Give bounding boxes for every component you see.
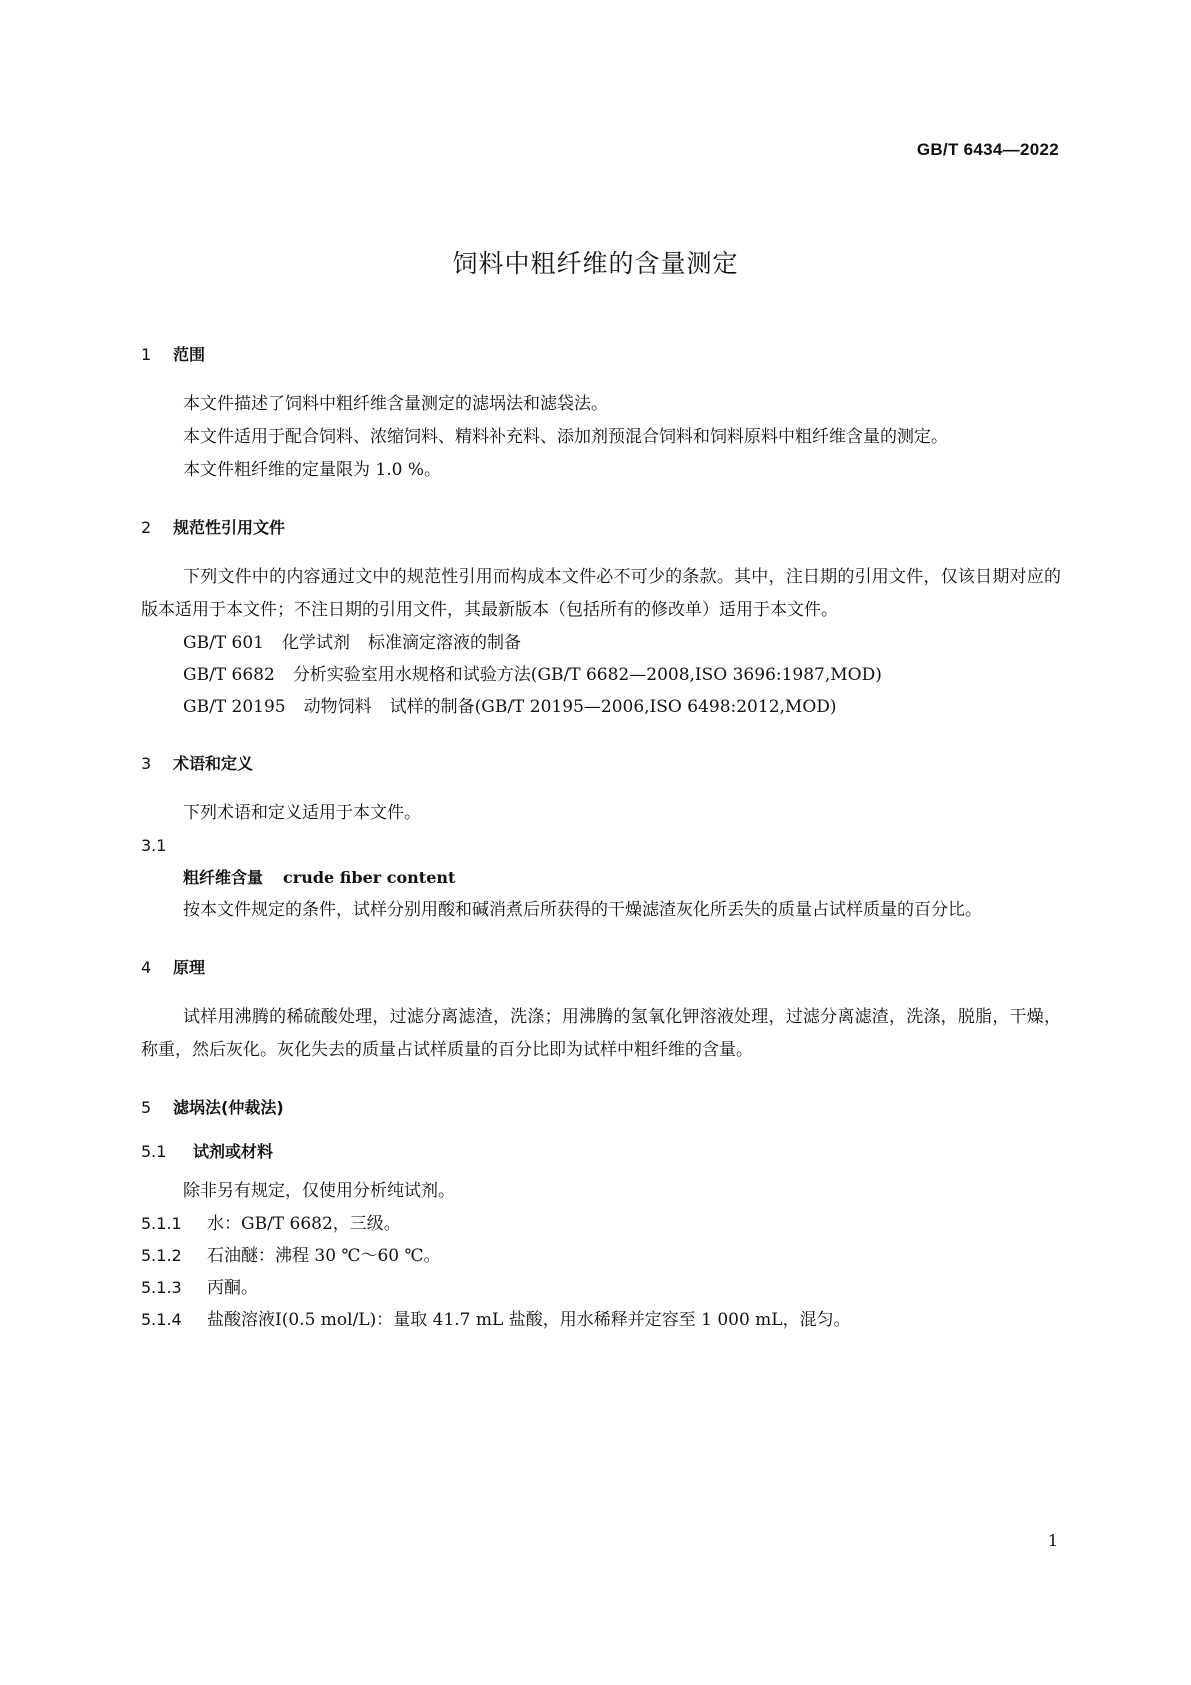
- item-number: 5.1.4: [141, 1310, 182, 1329]
- document-title: 饲料中粗纤维的含量测定: [452, 249, 739, 278]
- list-item: [141, 1304, 1061, 1336]
- item-text: 石油醚：沸程 30 ℃～60 ℃。: [207, 1246, 441, 1266]
- item-text: 水：GB/T 6682，三级。: [207, 1214, 401, 1234]
- normative-reference: [141, 659, 1061, 691]
- section-title: 滤埚法(仲裁法): [173, 1098, 284, 1117]
- paragraph: 下列术语和定义适用于本文件。: [183, 803, 421, 823]
- section-1-heading: [141, 344, 1061, 366]
- reference-title: 动物饲料: [303, 697, 372, 717]
- item-text: 丙酮。: [207, 1278, 258, 1298]
- list-item: [141, 1208, 1061, 1240]
- section-number: 3: [141, 754, 152, 773]
- term-number: 3.1: [141, 836, 167, 855]
- term-chinese: 粗纤维含量: [183, 868, 264, 887]
- reference-code: GB/T 20195: [183, 697, 286, 717]
- paragraph: 本文件适用于配合饲料、浓缩饲料、精料补充料、添加剂预混合饲料和饲料原料中粗纤维含量的测定。: [183, 427, 948, 447]
- reference-title: 试样的制备(GB/T 20195—2006,ISO 6498:2012,MOD): [389, 697, 837, 717]
- paragraph: 除非另有规定，仅使用分析纯试剂。: [183, 1181, 455, 1201]
- document-body: [141, 344, 1061, 1336]
- page-number: 1: [1047, 1531, 1058, 1550]
- section-title: 术语和定义: [173, 754, 254, 773]
- section-number: 1: [141, 345, 152, 364]
- normative-reference: [141, 627, 1061, 659]
- item-text: 盐酸溶液Ⅰ(0.5 mol/L)：量取 41.7 mL 盐酸，用水稀释并定容至 1 000 mL，混匀。: [207, 1310, 851, 1330]
- list-item: [141, 1272, 1061, 1304]
- paragraph: 下列文件中的内容通过文中的规范性引用而构成本文件必不可少的条款。其中，注日期的引用文件，仅该日期对应的版本适用于本文件；不注日期的引用文件，其最新版本（包括所有的修改单）适用于本文件。: [141, 567, 1061, 620]
- section-4-heading: [141, 957, 1061, 979]
- section-number: 5: [141, 1098, 152, 1117]
- paragraph: 本文件描述了饲料中粗纤维含量测定的滤埚法和滤袋法。: [183, 394, 608, 414]
- reference-title: 标准滴定溶液的制备: [368, 633, 521, 653]
- item-number: 5.1.3: [141, 1278, 182, 1297]
- paragraph: 本文件粗纤维的定量限为 1.0 %。: [183, 460, 441, 480]
- standard-code: GB/T 6434—2022: [916, 140, 1059, 159]
- section-title: 原理: [173, 958, 206, 977]
- reference-code: GB/T 601: [183, 633, 264, 653]
- section-3-heading: [141, 753, 1061, 775]
- section-title: 规范性引用文件: [173, 518, 286, 537]
- item-number: 5.1.1: [141, 1214, 182, 1233]
- section-number: 4: [141, 958, 152, 977]
- reference-code: GB/T 6682: [183, 665, 275, 685]
- reference-title: 分析实验室用水规格和试验方法(GB/T 6682—2008,ISO 3696:1987,MOD): [292, 665, 882, 685]
- term-english: crude fiber content: [283, 868, 456, 887]
- term-entry: [141, 862, 1061, 894]
- normative-reference: [141, 691, 1061, 723]
- list-item: [141, 1240, 1061, 1272]
- section-number: 2: [141, 518, 152, 537]
- reference-title: 化学试剂: [282, 633, 350, 653]
- item-number: 5.1.2: [141, 1246, 182, 1265]
- term-definition: 按本文件规定的条件，试样分别用酸和碱消煮后所获得的干燥滤渣灰化所丢失的质量占试样质量的百分比。: [183, 900, 982, 920]
- paragraph: 试样用沸腾的稀硫酸处理，过滤分离滤渣，洗涤；用沸腾的氢氧化钾溶液处理，过滤分离滤渣，洗涤，脱脂，干燥，称重，然后灰化。灰化失去的质量占试样质量的百分比即为试样中粗纤维的含量。: [141, 1007, 1061, 1060]
- subsection-5-1-heading: [141, 1141, 1061, 1163]
- section-5-heading: [141, 1097, 1061, 1119]
- subsection-number: 5.1: [141, 1142, 167, 1161]
- section-title: 范围: [173, 345, 206, 364]
- section-2-heading: [141, 517, 1061, 539]
- subsection-title: 试剂或材料: [193, 1142, 274, 1161]
